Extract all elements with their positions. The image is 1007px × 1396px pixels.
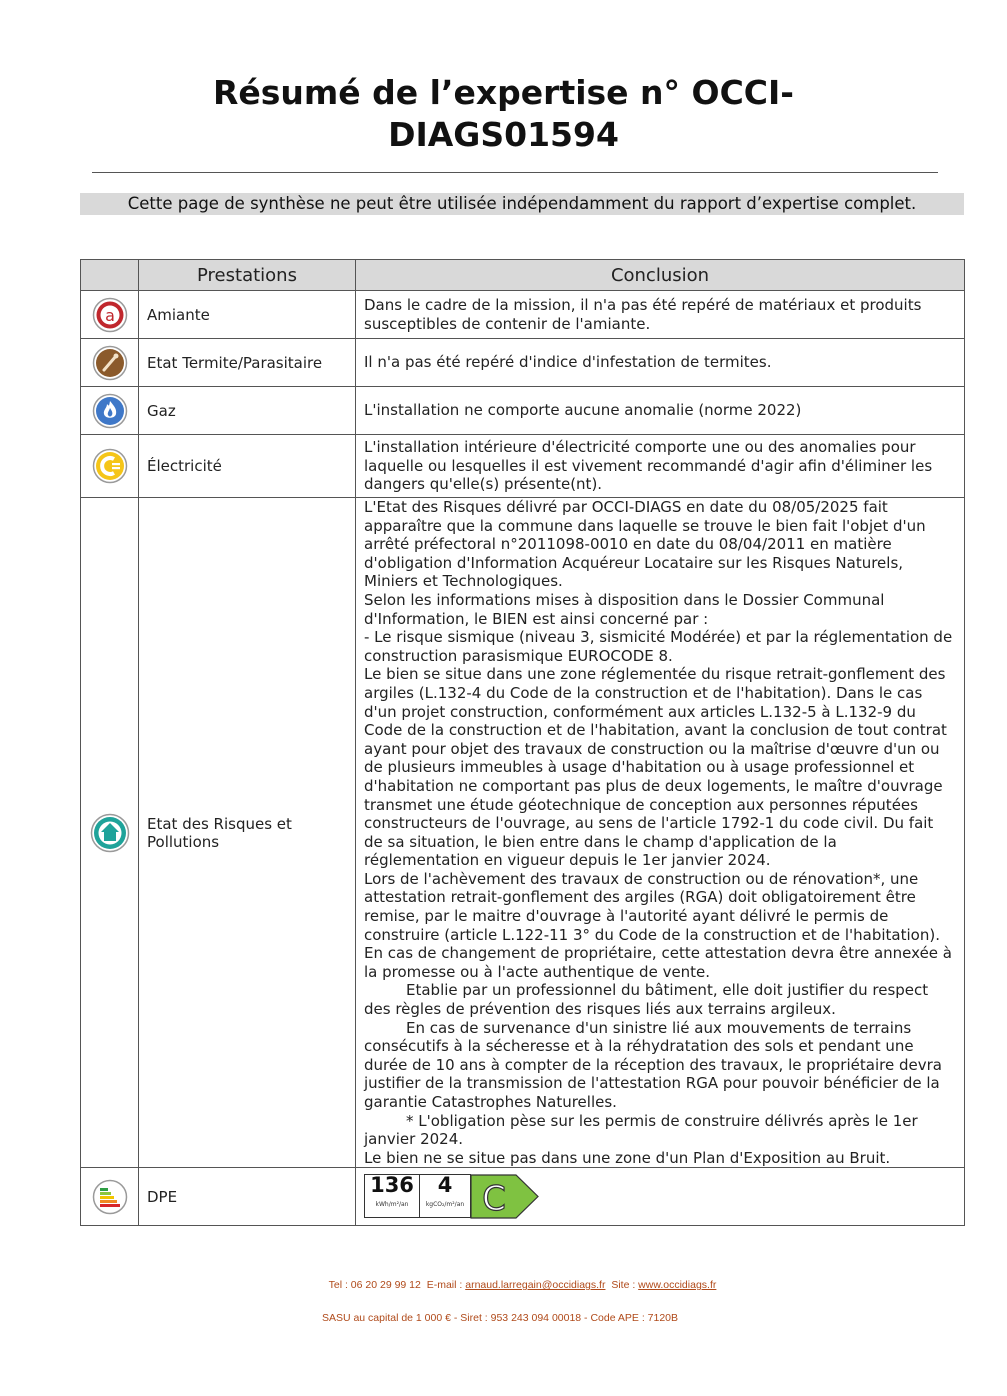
energy-label-icon [92, 1179, 128, 1215]
table-header-row [81, 260, 965, 291]
prestation-label: Électricité [139, 435, 356, 498]
prestations-header: Prestations [139, 260, 356, 291]
dpe-energy-unit: kWh/m²/an [375, 1200, 409, 1208]
prestation-label: Amiante [139, 291, 356, 339]
footer-contact [0, 1279, 1007, 1291]
dpe-class-badge [470, 1174, 540, 1219]
footer-tel: 06 20 29 99 12 [350, 1279, 421, 1291]
table-row [81, 387, 965, 435]
footer-company-info: SASU au capital de 1 000 € - Siret : 953 243 094 00018 - Code APE : 7120B [321, 1312, 679, 1324]
erp-paragraph: Selon les informations mises à disposition dans le Dossier Communal d'Information, le BIEN est ainsi concerné par : [364, 590, 885, 628]
page-title [0, 72, 1007, 156]
conclusion-text: Dans le cadre de la mission, il n'a pas été repéré de matériaux et produits susceptibles de contenir de l'amiante. [356, 291, 965, 339]
prestation-label: DPE [139, 1168, 356, 1226]
erp-paragraph: Lors de l'achèvement des travaux de construction ou de rénovation*, une attestation retrait-gonflement des argiles (RGA) doit obligatoirement être remise, par le maitre d'ouvrage à l'autorité ayant délivré le permis de construire (article L.122-11 3° du Code de la construction et de l'habitation). En cas de changement de propriétaire, cette attestation devra être annexée à la promesse ou à l'acte authentique de vente. [364, 869, 952, 981]
erp-paragraph: L'Etat des Risques délivré par OCCI-DIAGS en date du 08/05/2025 fait apparaître que la commune dans laquelle se trouve le bien fait l'objet d'un arrêté préfectoral n°2011098-0010 en date du 08/04/2011 en matière d'obligation d'Information Acquéreur Locataire sur les Risques Naturels, Miniers et Technologiques. [364, 498, 926, 591]
table-row [81, 498, 965, 1168]
summary-table [80, 259, 965, 1226]
table-row [81, 1168, 965, 1226]
footer-email-link[interactable]: arnaud.larregain@occidiags.fr [465, 1279, 606, 1291]
dpe-class-letter: C [482, 1179, 506, 1220]
dpe-ges-unit: kgCO₂/m²/an [425, 1200, 465, 1208]
footer-tel-label: Tel : [328, 1279, 348, 1291]
erp-paragraph: * L'obligation pèse sur les permis de construire délivrés après le 1er janvier 2024. [364, 1111, 918, 1149]
asbestos-icon [92, 297, 128, 333]
table-row [81, 339, 965, 387]
conclusion-text: L'installation ne comporte aucune anomalie (norme 2022) [356, 387, 965, 435]
footer-email-label: E-mail : [426, 1279, 463, 1291]
svg-text:a: a [104, 305, 115, 325]
house-icon [90, 813, 130, 853]
dpe-ges-value: 4 [437, 1173, 453, 1198]
table-row [81, 291, 965, 339]
dpe-label [364, 1174, 540, 1219]
synthesis-notice: Cette page de synthèse ne peut être utilisée indépendamment du rapport d’expertise complet. [80, 193, 964, 215]
conclusion-text: L'installation intérieure d'électricité comporte une ou des anomalies pour laquelle ou lesquelles il est vivement recommandé d'agir afin d'éliminer les dangers qu'elle(s) présente(nt). [356, 435, 965, 498]
prestation-label: Etat Termite/Parasitaire [139, 339, 356, 387]
dpe-energy-box [364, 1174, 419, 1218]
electric-plug-icon [92, 448, 128, 484]
prestation-label: Gaz [139, 387, 356, 435]
icon-column-header [81, 260, 139, 291]
erp-paragraph: En cas de survenance d'un sinistre lié aux mouvements de terrains consécutifs à la sécheresse et à la réhydratation des sols et pendant une durée de 10 ans à compter de la réception des travaux, le propriétaire devra justifier de la transmission de l'attestation RGA pour pouvoir bénéficier de la garantie Catastrophes Naturelles. [364, 1018, 942, 1111]
erp-paragraph: Etablie par un professionnel du bâtiment, elle doit justifier du respect des règles de prévention des risques liés aux terrains argileux. [364, 981, 929, 1019]
erp-paragraph: Le bien se situe dans une zone réglementée du risque retrait-gonflement des argiles (L.132-4 du Code de la construction et de l'habitation). Dans le cas d'un projet construction, conformément aux articles L.132-5 à L.132-9 du Code de la construction et de l'habitation, avant la conclusion de tout contrat ayant pour objet des travaux de construction ou la maîtrise d'œuvre d'un ou de plusieurs immeubles à usage d'habitation ou à usage professionnel et d'habitation ne comportant pas plus de deux logements, le maître d'ouvrage transmet une étude géotechnique de conception aux personnes réputées constructeurs de l'ouvrage, au sens de l'article 1792-1 du code civil. Du fait de sa situation, le bien entre dans le champ d'application de la réglementation en vigueur depuis le 1er janvier 2024. [364, 665, 947, 870]
prestation-label: Etat des Risques et Pollutions [139, 498, 356, 1168]
termite-icon [92, 345, 128, 381]
title-line-1: Résumé de l’expertise n° OCCI- [212, 73, 794, 112]
conclusion-header: Conclusion [356, 260, 965, 291]
gas-flame-icon [92, 393, 128, 429]
erp-conclusion [356, 498, 965, 1168]
dpe-ges-box [419, 1174, 471, 1218]
footer-site-link[interactable]: www.occidiags.fr [638, 1279, 717, 1291]
conclusion-text: Il n'a pas été repéré d'indice d'infestation de termites. [356, 339, 965, 387]
title-line-2: DIAGS01594 [388, 115, 619, 154]
title-divider [92, 172, 938, 173]
erp-paragraph: Le bien ne se situe pas dans une zone d'un Plan d'Exposition au Bruit. [364, 1148, 891, 1167]
dpe-energy-value: 136 [370, 1173, 414, 1198]
erp-paragraph: - Le risque sismique (niveau 3, sismicité Modérée) et par la réglementation de construction parasismique EUROCODE 8. [364, 628, 953, 665]
table-row [81, 435, 965, 498]
footer-site-label: Site : [611, 1279, 636, 1291]
